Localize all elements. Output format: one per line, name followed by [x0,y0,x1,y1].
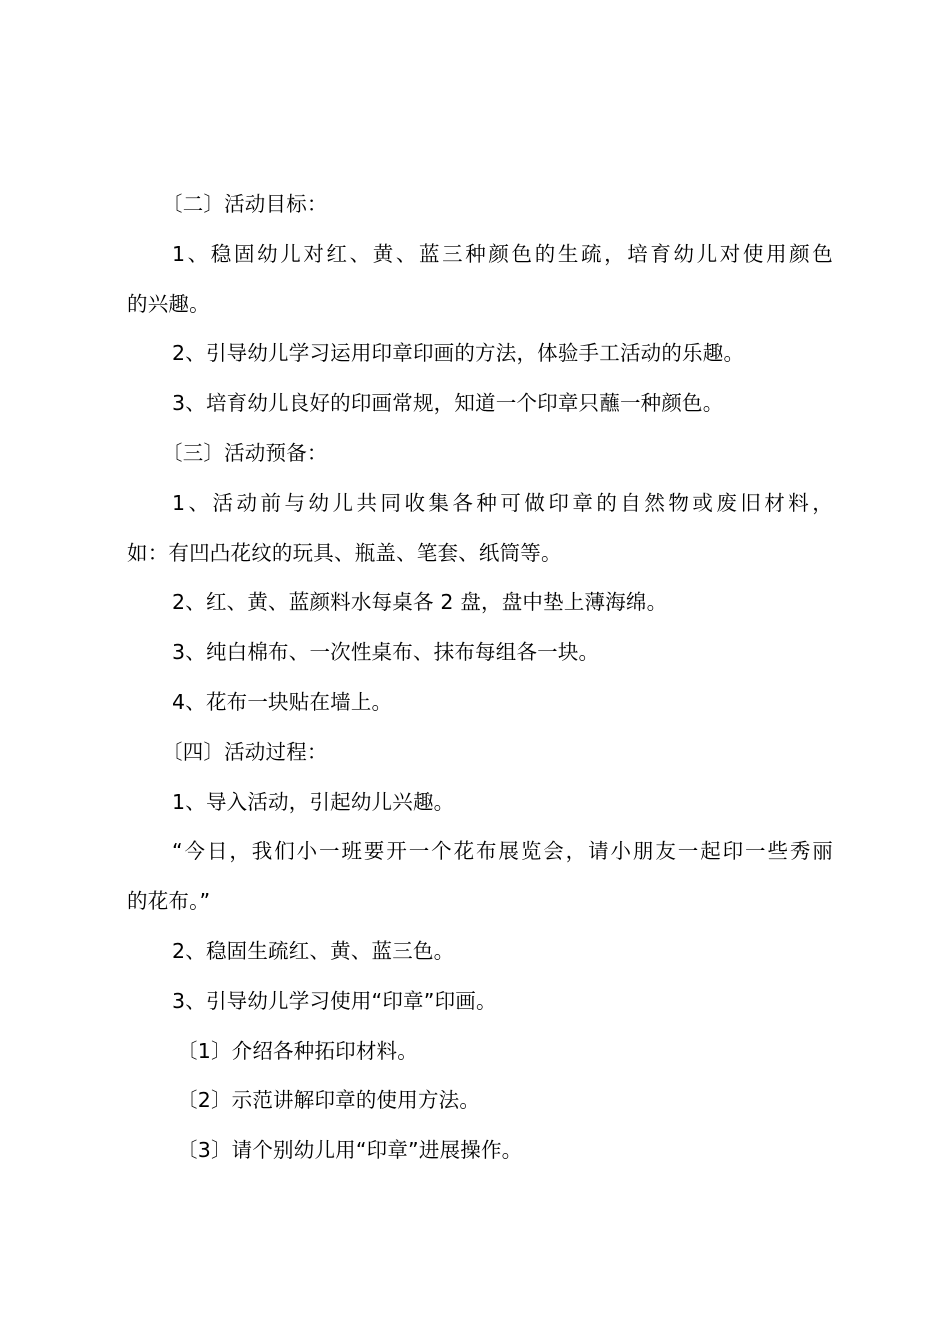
paragraph-line: 1、导入活动，引起幼儿兴趣。 [172,789,455,814]
section-heading-preparation: 〔三〕活动预备： [162,440,328,465]
section-heading-objectives: 〔二〕活动目标： [162,192,328,216]
paragraph-line: 4、花布一块贴在墙上。 [172,689,393,714]
paragraph-line: 〔3〕请个别幼儿用“印章”进展操作。 [177,1138,523,1163]
paragraph-line: 2、稳固生疏红、黄、蓝三色。 [172,938,455,963]
paragraph-line: 〔1〕介绍各种拓印材料。 [177,1038,418,1063]
paragraph-line: 3、引导幼儿学习使用“印章”印画。 [172,988,497,1013]
paragraph-line: 2、引导幼儿学习运用印章印画的方法，体验手工活动的乐趣。 [172,341,745,366]
paragraph-line: 1、稳固幼儿对红、黄、蓝三种颜色的生疏，培育幼儿对使用颜色 [172,241,833,266]
paragraph-line: 3、纯白棉布、一次性桌布、抹布每组各一块。 [172,640,600,665]
paragraph-line: “今日，我们小一班要开一个花布展览会，请小朋友一起印一些秀丽 [172,839,833,864]
paragraph-line: 1、活动前与幼儿共同收集各种可做印章的自然物或废旧材料， [172,490,833,515]
section-heading-process: 〔四〕活动过程： [162,739,328,764]
paragraph-line: 〔2〕示范讲解印章的使用方法。 [177,1088,481,1113]
paragraph-line: 的花布。” [127,889,211,914]
document-body [127,180,833,1176]
paragraph-line: 3、培育幼儿良好的印画常规，知道一个印章只蘸一种颜色。 [172,391,724,416]
paragraph-line: 如：有凹凸花纹的玩具、瓶盖、笔套、纸筒等。 [127,540,562,565]
paragraph-line: 的兴趣。 [127,291,210,316]
paragraph-line: 2、红、黄、蓝颜料水每桌各 2 盘，盘中垫上薄海绵。 [172,590,668,615]
